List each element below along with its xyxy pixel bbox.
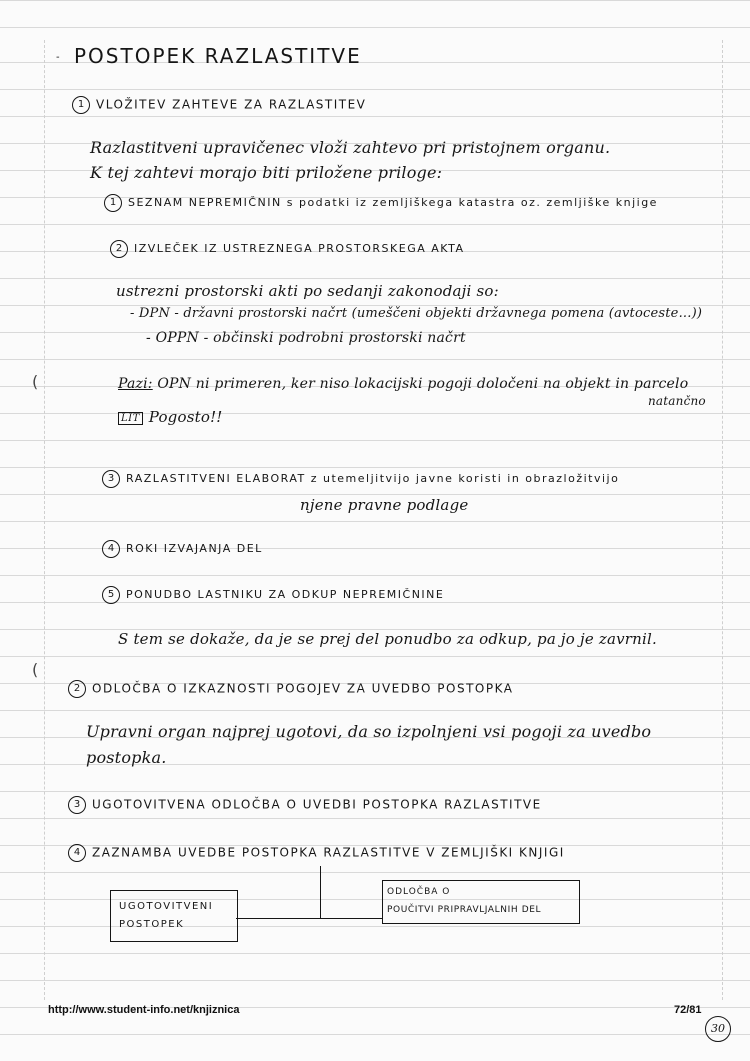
section-3-heading	[68, 796, 542, 814]
item-3	[102, 470, 619, 488]
s2-line2: postopka.	[86, 748, 167, 767]
item-1	[104, 194, 658, 212]
note-natancno: natančno	[648, 394, 706, 408]
item-4-number: 4	[102, 540, 120, 558]
dash-mark: -	[56, 52, 62, 63]
item-2-oppn: - OPPN - občinski podrobni prostorski načrt	[146, 330, 466, 346]
diagram-box-left	[110, 890, 238, 942]
section-2-heading	[68, 680, 513, 698]
footer-url: http://www.student-info.net/knjiznica	[48, 1004, 240, 1016]
diagram-box-right-line2: POUČITVI PRIPRAVLJALNIH DEL	[387, 905, 542, 915]
diagram-box-right-line1: ODLOČBA O	[387, 887, 451, 897]
item-3-line2: njene pravne podlage	[300, 496, 469, 514]
item-3-number: 3	[102, 470, 120, 488]
section-1-number: 1	[72, 96, 90, 114]
p1-line2: K tej zahtevi morajo biti priložene priloge:	[90, 163, 443, 182]
footer-page-count: 72/81	[674, 1004, 702, 1016]
item-5-number: 5	[102, 586, 120, 604]
diagram-box-left-line2: POSTOPEK	[119, 919, 185, 930]
item-4-text: ROKI IZVAJANJA DEL	[126, 542, 263, 555]
section-3-number: 3	[68, 796, 86, 814]
left-margin-line	[44, 40, 46, 1000]
lit-note	[118, 408, 223, 426]
section-1-heading	[72, 96, 366, 114]
right-margin-line	[722, 40, 724, 1000]
item-1-text: SEZNAM NEPREMIČNIN s podatki iz zemljiškega katastra oz. zemljiške knjige	[128, 196, 658, 209]
circled-page-number: 30	[705, 1016, 731, 1042]
diagram-connector-vertical	[320, 866, 321, 918]
item-2-text: IZVLEČEK IZ USTREZNEGA PROSTORSKEGA AKTA	[134, 242, 465, 255]
section-2-heading-text: ODLOČBA O IZKAZNOSTI POGOJEV ZA UVEDBO POSTOPKA	[92, 681, 514, 696]
page-title: POSTOPEK RAZLASTITVE	[74, 44, 362, 68]
section-4-heading	[68, 844, 565, 862]
item-5-line1: S tem se dokaže, da je se prej del ponudbo za odkup, pa jo je zavrnil.	[118, 630, 657, 648]
item-5-text: PONUDBO LASTNIKU ZA ODKUP NEPREMIČNINE	[126, 588, 445, 601]
item-2-number: 2	[110, 240, 128, 258]
note-text: OPN ni primeren, ker niso lokacijski pogoji določeni na objekt in parcelo	[157, 376, 689, 392]
item-1-number: 1	[104, 194, 122, 212]
margin-mark-a: (	[32, 372, 39, 391]
note-line1	[118, 376, 688, 392]
item-2-dpn: - DPN - državni prostorski načrt (umeščeni objekti državnega pomena (avtoceste...))	[130, 306, 703, 321]
item-4	[102, 540, 263, 558]
s2-line1: Upravni organ najprej ugotovi, da so izpolnjeni vsi pogoji za uvedbo	[86, 722, 652, 741]
item-3-text: RAZLASTITVENI ELABORAT z utemeljitvijo javne koristi in obrazložitvijo	[126, 472, 620, 485]
item-5	[102, 586, 444, 604]
lit-text: Pogosto!!	[148, 408, 223, 426]
item-2	[110, 240, 465, 258]
margin-mark-b: (	[32, 660, 39, 679]
p1-line1: Razlastitveni upravičenec vloži zahtevo pri pristojnem organu.	[90, 138, 611, 157]
section-4-number: 4	[68, 844, 86, 862]
item-2-line1: ustrezni prostorski akti po sedanji zakonodaji so:	[116, 282, 499, 300]
diagram-box-left-line1: UGOTOVITVENI	[119, 901, 214, 912]
lit-box: LIT	[118, 412, 143, 425]
diagram-connector-horizontal	[236, 918, 382, 919]
diagram-box-right	[382, 880, 580, 924]
section-4-heading-text: ZAZNAMBA UVEDBE POSTOPKA RAZLASTITVE V ZEMLJIŠKI KNJIGI	[92, 845, 565, 860]
section-1-heading-text: VLOŽITEV ZAHTEVE ZA RAZLASTITEV	[96, 97, 367, 112]
note-label: Pazi:	[118, 376, 153, 392]
section-2-number: 2	[68, 680, 86, 698]
section-3-heading-text: UGOTOVITVENA ODLOČBA O UVEDBI POSTOPKA RAZLASTITVE	[92, 797, 542, 812]
